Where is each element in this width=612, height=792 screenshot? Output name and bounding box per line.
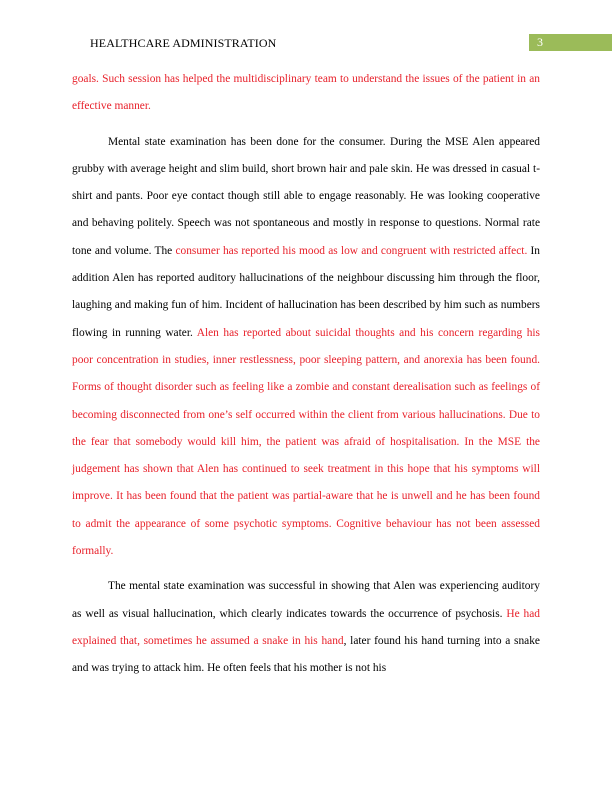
page-number: 3 — [529, 34, 612, 51]
paragraph-2 — [72, 129, 540, 566]
text-segment: In addition Alen has reported auditory hallucinations of the neighbour discussing him through the floor, laughing and making fun of him. Incident of hallucination has been described by him such as numbers flowing in running water. — [72, 244, 541, 339]
text-segment-highlighted: He had explained that, sometimes he assumed a snake in his hand — [72, 607, 540, 647]
paragraph-1 — [72, 66, 540, 121]
paragraph-3 — [72, 573, 540, 682]
text-segment: , later found his hand turning into a snake and was trying to attack him. He often feels that his mother is not his — [72, 634, 540, 675]
text-segment: Mental state examination has been done for the consumer. During the MSE Alen appeared grubby with average height and slim build, short brown hair and pale skin. He was dressed in casual t-shirt and pants. Poor eye contact though still able to engage reasonably. He was looking cooperative and behaving politely. Speech was not spontaneous and mostly in response to questions. Normal rate tone and volume. The — [72, 135, 540, 257]
text-segment-highlighted: consumer has reported his mood as low and congruent with restricted affect. — [175, 244, 528, 257]
text-segment: The mental state examination was successful in showing that Alen was experiencing auditory as well as visual hallucination, which clearly indicates towards the occurrence of psychosis. — [72, 580, 540, 620]
document-body — [72, 66, 540, 691]
running-head: HEALTHCARE ADMINISTRATION — [90, 36, 277, 50]
text-segment-highlighted: Alen has reported about suicidal thoughts and his concern regarding his poor concentration in studies, inner restlessness, poor sleeping pattern, and anorexia has been found. Forms of thought disorder such as feeling like a zombie and constant derealisation such as feelings of becoming disconnected from one’s self occurred within the client from various hallucinations. Due to the fear that somebody would kill him, the patient was afraid of hospitalisation. In the MSE the judgement has shown that Alen has continued to seek treatment in this hope that his symptoms will improve. It has been found that the patient was partial-aware that he is unwell and he has been found to admit the appearance of some psychotic symptoms. Cognitive behaviour has not been assessed formally. — [72, 326, 540, 558]
text-segment: goals. Such session has helped the multidisciplinary team to understand the issues of the patient in an effective manner. — [72, 73, 540, 113]
